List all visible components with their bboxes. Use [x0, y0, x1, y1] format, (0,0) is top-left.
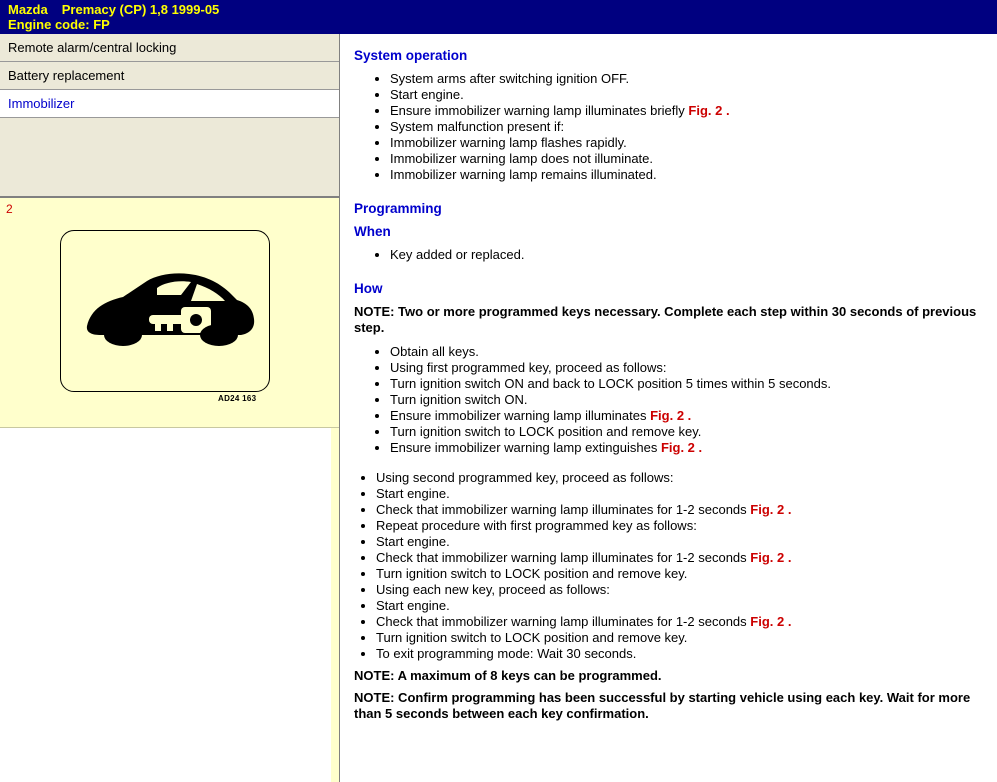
list-item-text: Ensure immobilizer warning lamp extinguishes	[390, 440, 658, 455]
figure-reference[interactable]: Fig. 2 .	[688, 103, 730, 118]
note-confirm-programming: NOTE: Confirm programming has been successful by starting vehicle using each key. Wait for more than 5 seconds between each key confirmation.	[354, 690, 971, 721]
figure-panel	[0, 198, 339, 428]
heading-when: When	[354, 224, 391, 239]
list-item	[376, 470, 989, 486]
left-panel-blank-area	[0, 428, 339, 782]
list-item	[390, 440, 989, 456]
list-item	[376, 550, 989, 566]
list-item-text: System malfunction present if:	[390, 119, 565, 134]
note-max-keys: NOTE: A maximum of 8 keys can be programmed.	[354, 668, 662, 683]
list-item	[390, 71, 989, 87]
spacer	[354, 456, 989, 470]
list-item-text: Turn ignition switch to LOCK position and remove key.	[376, 566, 688, 581]
how-list-group-1	[354, 344, 989, 456]
list-item	[390, 167, 989, 183]
title-bar	[0, 0, 997, 34]
list-item	[376, 518, 989, 534]
list-item	[390, 408, 989, 424]
list-item-text: Start engine.	[376, 598, 450, 613]
list-item-text: Turn ignition switch ON.	[390, 392, 528, 407]
list-item	[376, 614, 989, 630]
list-item	[390, 151, 989, 167]
list-item	[390, 392, 989, 408]
list-item	[390, 247, 989, 263]
list-item	[376, 646, 989, 662]
list-item-text: Turn ignition switch to LOCK position and remove key.	[376, 630, 688, 645]
list-item	[390, 376, 989, 392]
figure-reference[interactable]: Fig. 2 .	[750, 614, 792, 629]
main-area	[0, 34, 997, 782]
figure-caption: AD24 163	[218, 394, 257, 403]
list-item-text: Repeat procedure with first programmed key as follows:	[376, 518, 697, 533]
system-operation-list	[354, 71, 989, 183]
list-item	[376, 566, 989, 582]
list-item	[376, 598, 989, 614]
list-item-text: Check that immobilizer warning lamp illuminates for 1-2 seconds	[376, 502, 747, 517]
list-item-text: Start engine.	[376, 534, 450, 549]
list-item-text: Ensure immobilizer warning lamp illuminates	[390, 408, 647, 423]
list-item-text: Turn ignition switch ON and back to LOCK position 5 times within 5 seconds.	[390, 376, 832, 391]
engine-code: Engine code: FP	[8, 17, 110, 32]
topic-list-empty-space	[0, 118, 339, 197]
list-item	[376, 502, 989, 518]
list-item-text: Start engine.	[376, 486, 450, 501]
list-item-text: Obtain all keys.	[390, 344, 479, 359]
list-item-text: Check that immobilizer warning lamp illuminates for 1-2 seconds	[376, 550, 747, 565]
list-item	[376, 534, 989, 550]
list-item	[376, 582, 989, 598]
vehicle-make: Mazda	[8, 2, 48, 17]
sidebar-item-immobilizer[interactable]: Immobilizer	[0, 90, 339, 118]
list-item-text: Using each new key, proceed as follows:	[376, 582, 610, 597]
heading-programming: Programming	[354, 201, 442, 216]
list-item-text: Using first programmed key, proceed as follows:	[390, 360, 667, 375]
list-item	[390, 135, 989, 151]
list-item	[376, 630, 989, 646]
vehicle-model: Premacy (CP) 1,8 1999-05	[61, 2, 220, 17]
list-item-text: Using second programmed key, proceed as follows:	[376, 470, 674, 485]
vehicle-title	[8, 2, 989, 17]
heading-how: How	[354, 281, 383, 296]
content-panel	[340, 34, 997, 782]
list-item-text: Immobilizer warning lamp flashes rapidly.	[390, 135, 627, 150]
list-item	[390, 360, 989, 376]
list-item	[390, 87, 989, 103]
list-item	[390, 424, 989, 440]
figure-frame	[60, 230, 270, 392]
figure-reference[interactable]: Fig. 2 .	[650, 408, 692, 423]
figure-number: 2	[6, 202, 13, 216]
list-item	[390, 119, 989, 135]
figure-reference[interactable]: Fig. 2 .	[750, 550, 792, 565]
list-item-text: Key added or replaced.	[390, 247, 525, 262]
list-item-text: To exit programming mode: Wait 30 seconds.	[376, 646, 637, 661]
list-item-text: Immobilizer warning lamp does not illuminate.	[390, 151, 654, 166]
list-item-text: Turn ignition switch to LOCK position and remove key.	[390, 424, 702, 439]
list-item-text: Check that immobilizer warning lamp illuminates for 1-2 seconds	[376, 614, 747, 629]
spacer	[354, 336, 989, 344]
list-item	[390, 344, 989, 360]
list-item-text: System arms after switching ignition OFF.	[390, 71, 630, 86]
figure-reference[interactable]: Fig. 2 .	[660, 440, 703, 455]
list-item	[376, 486, 989, 502]
list-item	[390, 103, 989, 119]
topic-list	[0, 34, 339, 198]
list-item-text: Immobilizer warning lamp remains illuminated.	[390, 167, 657, 182]
how-list-group-2	[354, 470, 989, 662]
heading-system-operation: System operation	[354, 48, 468, 63]
how-note: NOTE: Two or more programmed keys necessary. Complete each step within 30 seconds of previous step.	[354, 304, 977, 335]
list-item-text: Start engine.	[390, 87, 464, 102]
when-list	[354, 247, 989, 263]
sidebar-item-battery-replacement[interactable]: Battery replacement	[0, 62, 339, 90]
car-illustration-icon	[61, 231, 267, 389]
list-item-text: Ensure immobilizer warning lamp illuminates briefly	[390, 103, 685, 118]
left-panel-edge-stripe	[331, 428, 339, 782]
sidebar-item-remote-alarm-central-locking[interactable]: Remote alarm/central locking	[0, 34, 339, 62]
left-panel	[0, 34, 340, 782]
figure-reference[interactable]: Fig. 2 .	[750, 502, 792, 517]
